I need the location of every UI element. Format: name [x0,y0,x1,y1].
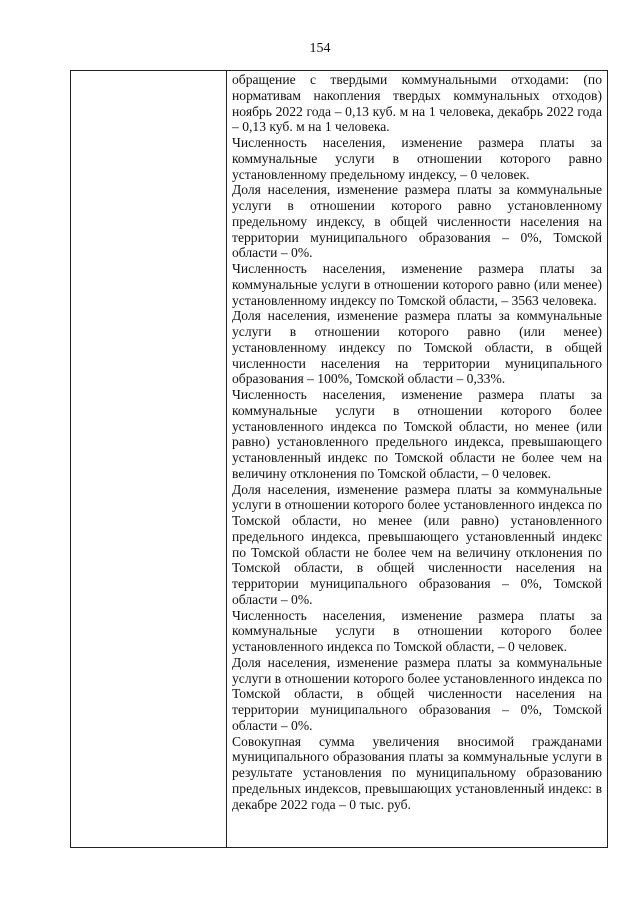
paragraph: Доля населения, изменение размера платы за коммунальные услуги в отношении которого равно установленному предельному индексу, в общей численности населения на территории муниципального образования – 0%, Томской области – 0%. [232,182,602,261]
page-number: 154 [309,41,331,56]
paragraph: Совокупная сумма увеличения вносимой гражданами муниципального образования платы за коммунальные услуги в результате установления по муниципальному образованию предельных индексов, превышающих установленный индекс: в декабре 2022 года – 0 тыс. руб. [232,733,602,812]
paragraph: Доля населения, изменение размера платы за коммунальные услуги в отношении которого более установленного индекса по Томской области, в общей численности населения на территории муниципального образования – 0%, Томской области – 0%. [232,654,602,733]
paragraph: Численность населения, изменение размера платы за коммунальные услуги в отношении которого более установленного индекса по Томской области, – 0 человек. [232,607,602,654]
table-left-column [71,71,227,847]
paragraph: Численность населения, изменение размера платы за коммунальные услуги в отношении которого равно установленному предельному индексу, – 0 человек. [232,135,602,182]
paragraph: Численность населения, изменение размера платы за коммунальные услуги в отношении которого более установленного индекса по Томской области, но менее (или равно) установленного предельного индекса, превышающего установленный индекс по Томской области не более чем на величину отклонения по Томской области, – 0 человек. [232,387,602,481]
paragraph: Доля населения, изменение размера платы за коммунальные услуги в отношении которого более установленного индекса по Томской области, но менее (или равно) установленного предельного индекса, превышающего установленный индекс по Томской области не более чем на величину отклонения по Томской области, в общей численности населения на территории муниципального образования – 0%, Томской области – 0%. [232,481,602,607]
document-table [70,70,608,848]
paragraph: Численность населения, изменение размера платы за коммунальные услуги в отношении которого равно (или менее) установленному индексу по Томской области, – 3563 человека. [232,261,602,308]
paragraph: обращение с твердыми коммунальными отходами: (по нормативам накопления твердых коммунальных отходов) ноябрь 2022 года – 0,13 куб. м на 1 человека, декабрь 2022 года – 0,13 куб. м на 1 человека. [232,72,602,135]
table-right-column [227,71,607,847]
paragraph: Доля населения, изменение размера платы за коммунальные услуги в отношении которого равно (или менее) установленному индексу по Томской области, в общей численности населения на территории муниципального образования – 100%, Томской области – 0,33%. [232,308,602,387]
